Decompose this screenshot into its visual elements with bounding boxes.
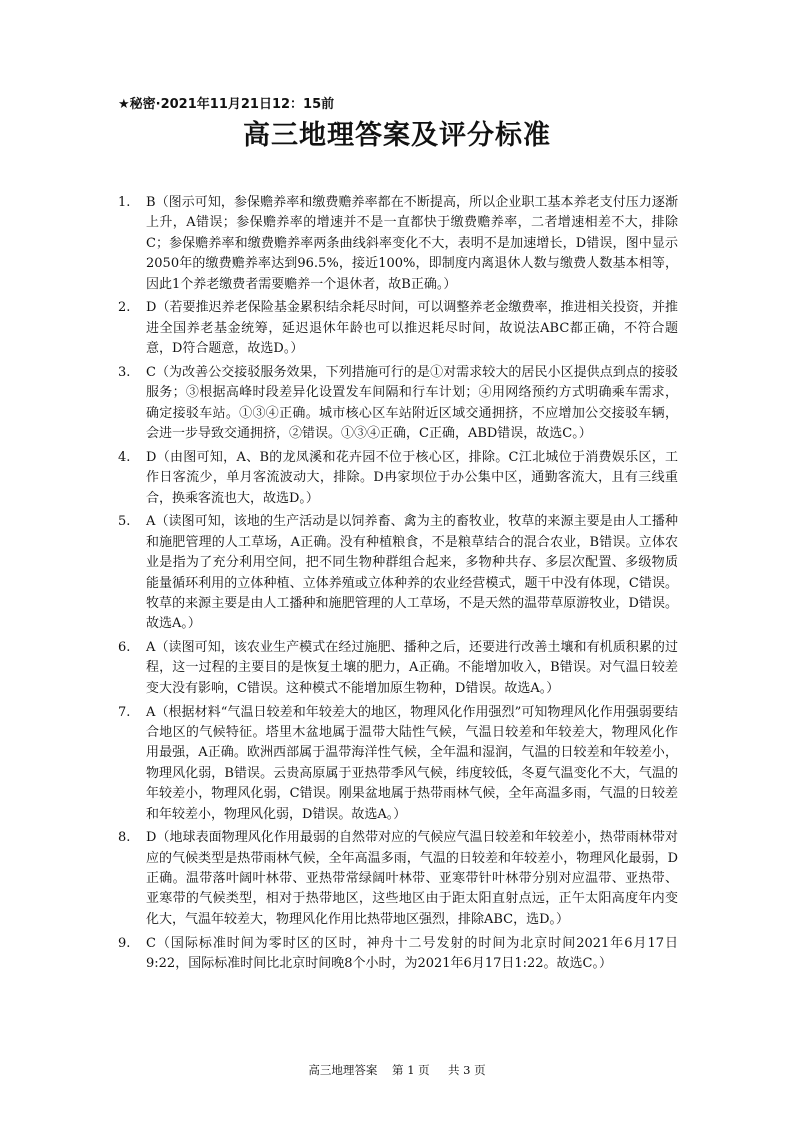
answer-item xyxy=(118,934,678,975)
answer-number: 1. xyxy=(118,195,131,210)
answer-item xyxy=(118,448,678,509)
answer-item xyxy=(118,828,678,930)
answer-number: 7. xyxy=(118,704,131,720)
answer-item xyxy=(118,703,678,825)
answer-item xyxy=(118,638,678,699)
answer-text: A（读图可知，该农业生产模式在经过施肥、播种之后，还要进行改善土壤和有机质积累的过程，这一过程的主要目的是恢复土壤的肥力，A正确。不能增加收入，B错误。对气温日较差变大没有影响，C错误。这种模式不能增加原生物种，D错误。故选A。） xyxy=(146,640,678,696)
page-footer: 高三地理答案 第 1 页 共 3 页 xyxy=(308,1063,486,1077)
answer-text: A（根据材料“气温日较差和年较差大的地区，物理风化作用强烈”可知物理风化作用强弱要结合地区的气候特征。塔里木盆地属于温带大陆性气候，气温日较差和年较差大，物理风化作用最强，A正确。欧洲西部属于温带海洋性气候，全年温和湿润，气温的日较差和年较差小，物理风化弱，B错误。云贵高原属于亚热带季风气候，纬度较低，冬夏气温变化不大，气温的年较差小，物理风化弱，C错误。刚果盆地属于热带雨林气候，全年高温多雨，气温的日较差和年较差小，物理风化弱，D错误。故选A。） xyxy=(146,704,678,822)
answer-number: 5. xyxy=(118,514,131,530)
answer-text: A（读图可知，该地的生产活动是以饲养畜、禽为主的畜牧业，牧草的来源主要是由人工播种和施肥管理的人工草场，A正确。没有种植粮食，不是粮草结合的混合农业，B错误。立体农业是指为了充分利用空间，把不同生物种群组合起来，多物种共存、多层次配置、多级物质能量循环利用的立体种植、立体养殖或立体种养的农业经营模式，题干中没有体现，C错误。牧草的来源主要是由人工播种和施肥管理的人工草场，不是天然的温带草原游牧业，D错误。故选A。） xyxy=(146,514,678,632)
confidential-tag: ★秘密·2021年11月21日12：15前 xyxy=(118,97,335,112)
answer-text: C（为改善公交接驳服务效果，下列措施可行的是①对需求较大的居民小区提供点到点的接驳服务；③根据高峰时段差异化设置发车间隔和行车计划；④用网络预约方式明确乘车需求，确定接驳车站。①③④正确。城市核心区车站附近区域交通拥挤，不应增加公交接驳车辆，会进一步导致交通拥挤，②错误。①③④正确，C正确，ABD错误，故选C。） xyxy=(146,364,678,442)
answer-text: C（国际标准时间为零时区的区时，神舟十二号发射的时间为北京时间2021年6月17日9:22，国际标准时间比北京时间晚8个小时，为2021年6月17日1:22。故选C。） xyxy=(146,935,678,971)
answer-number: 8. xyxy=(118,830,131,846)
answer-text: D（地球表面物理风化作用最弱的自然带对应的气候应气温日较差和年较差小，热带雨林带对应的气候类型是热带雨林气候，全年高温多雨，气温的日较差和年较差小，物理风化最弱，D正确。温带落叶阔叶林带、亚热带常绿阔叶林带、亚寒带针叶林带分别对应温带、亚热带、亚寒带的气候类型，相对于热带地区，这些地区由于距太阳直射点远，正午太阳高度年内变化大，气温年较差大，物理风化作用比热带地区强烈，排除ABC，选D。） xyxy=(146,830,678,927)
page-title: 高三地理答案及评分标准 xyxy=(243,120,551,151)
answer-text: D（若要推迟养老保险基金累积结余耗尽时间，可以调整养老金缴费率，推进相关投资，并推进全国养老基金统筹，延迟退休年龄也可以推迟耗尽时间，故说法ABC都正确，不符合题意，D符合题意，故选D。） xyxy=(146,300,678,357)
answer-item xyxy=(118,363,678,445)
answer-item xyxy=(118,298,678,359)
answer-text: D（由图可知，A、B的龙凤溪和花卉园不位于核心区，排除。C江北城位于消费娱乐区，工作日客流少，单月客流波动大，排除。D冉家坝位于办公集中区，通勤客流大，且有三线重合，换乘客流也大，故选D。） xyxy=(146,449,678,506)
answer-number: 3. xyxy=(118,364,131,380)
answer-item xyxy=(118,512,678,634)
answer-number: 4. xyxy=(118,449,131,465)
answer-text: B（图示可知，参保赡养率和缴费赡养率都在不断提高，所以企业职工基本养老支付压力逐渐上升，A错误；参保赡养率的增速并不是一直都快于缴费赡养率，二者增速相差不大，排除C；参保赡养率和缴费赡养率两条曲线斜率变化不大，表明不是加速增长，D错误，图中显示2050年的缴费赡养率达到96.5%，接近100%，即制度内离退休人数与缴费人数基本相等，因此1个养老缴费者需要赡养一个退休者，故B正确。） xyxy=(146,195,678,292)
answer-number: 9. xyxy=(118,935,131,951)
answer-item xyxy=(118,193,678,295)
answer-number: 2. xyxy=(118,300,131,316)
answer-list xyxy=(118,193,678,978)
answer-number: 6. xyxy=(118,640,131,656)
